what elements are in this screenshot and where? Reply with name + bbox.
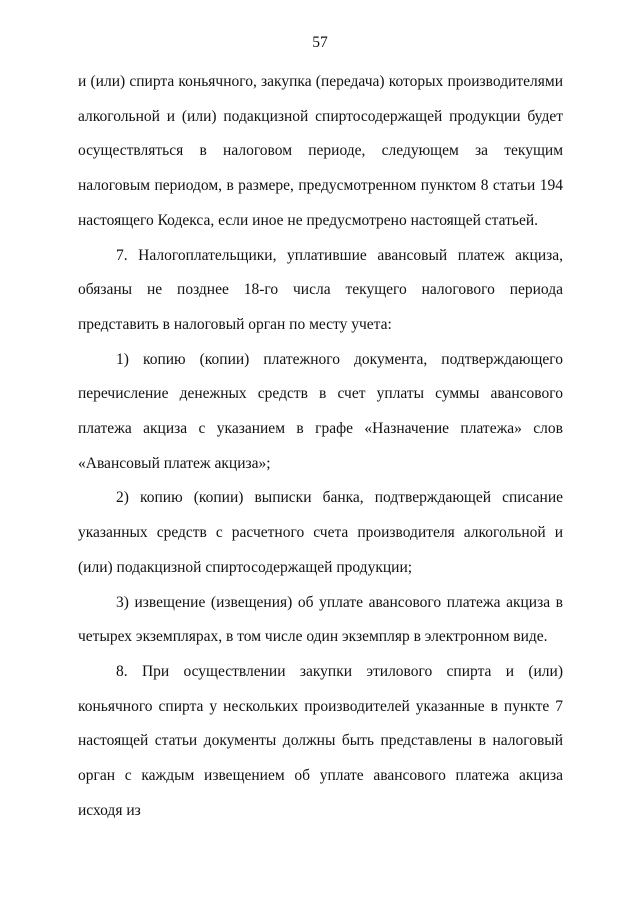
paragraph-subitem-1: 1) копию (копии) платежного документа, подтверждающего перечисление денежных средств в счет уплаты суммы авансового платежа акциза с указанием в графе «Назначение платежа» слов «Авансовый платеж акциза»; [78, 350, 563, 472]
page-number: 57 [312, 34, 328, 51]
paragraph-item-7: 7. Налогоплательщики, уплатившие авансовый платеж акциза, обязаны не позднее 18-го числа текущего налогового периода представить в налоговый орган по месту учета: [78, 246, 563, 333]
paragraph-subitem-3: 3) извещение (извещения) об уплате авансового платежа акциза в четырех экземплярах, в том числе один экземпляр в электронном виде. [78, 593, 563, 646]
paragraph-continuation: и (или) спирта коньячного, закупка (передача) которых производителями алкогольной и (или) подакцизной спиртосодержащей продукции будет осуществляться в налоговом периоде, следующем за текущим налоговым периодом, в размере, предусмотренном пунктом 8 статьи 194 настоящего Кодекса, если иное не предусмотрено настоящей статьей. [78, 73, 563, 229]
document-body [78, 65, 563, 828]
paragraph-subitem-2: 2) копию (копии) выписки банка, подтверждающей списание указанных средств с расчетного счета производителя алкогольной и (или) подакцизной спиртосодержащей продукции; [78, 489, 563, 576]
paragraph-item-8: 8. При осуществлении закупки этилового спирта и (или) коньячного спирта у нескольких производителей указанные в пункте 7 настоящей статьи документы должны быть представлены в налоговый орган с каждым извещением об уплате авансового платежа акциза исходя из [78, 662, 563, 819]
